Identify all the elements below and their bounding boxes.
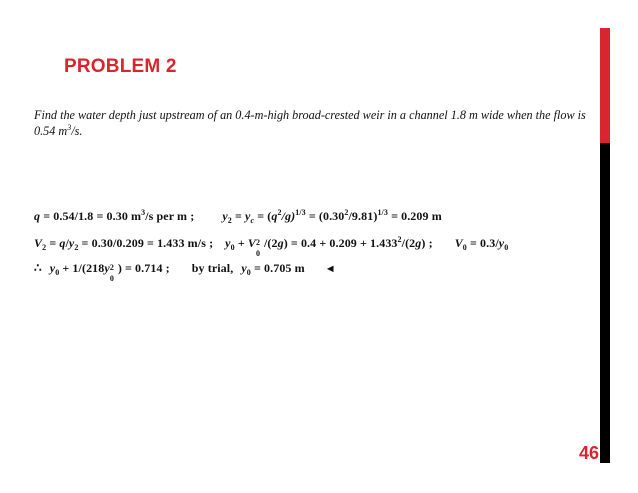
answer-marker-icon: ◄ — [324, 263, 336, 275]
solution-line-2: $V_2 = q/y_2 = 0.30/0.209 = 1.433$ m/s ; $y_0 + V$ 2 0 $/(2g) = 0.4 + 0.209 + 1.433^2/(2g)$ ; $V_0 = 0.3/y_0$ — [34, 235, 509, 258]
slide-title: PROBLEM 2 — [64, 56, 177, 77]
accent-bar-black — [600, 143, 610, 463]
problem-statement: Find the water depth just upstream of an 0.4-m-high broad-crested weir in a channel 1.8 m wide when the flow is 0.54 $m^3/s$. — [34, 108, 586, 138]
page-number: 46 — [579, 443, 600, 463]
solution-line-1: q = 0.54/1.8 = 0.30 $m^3/s$ per m ; $y_2 = y_c = (q^2/g)^{1/3} = (0.30^2/9.81)^{1/3} = 0.209$ m — [34, 208, 442, 225]
solution-line-3: ∴ $y_0 + 1/(218y$ 2 0 ) = 0.714 ; by trial, $y_0 = 0.705$ m ◄ — [34, 261, 336, 283]
